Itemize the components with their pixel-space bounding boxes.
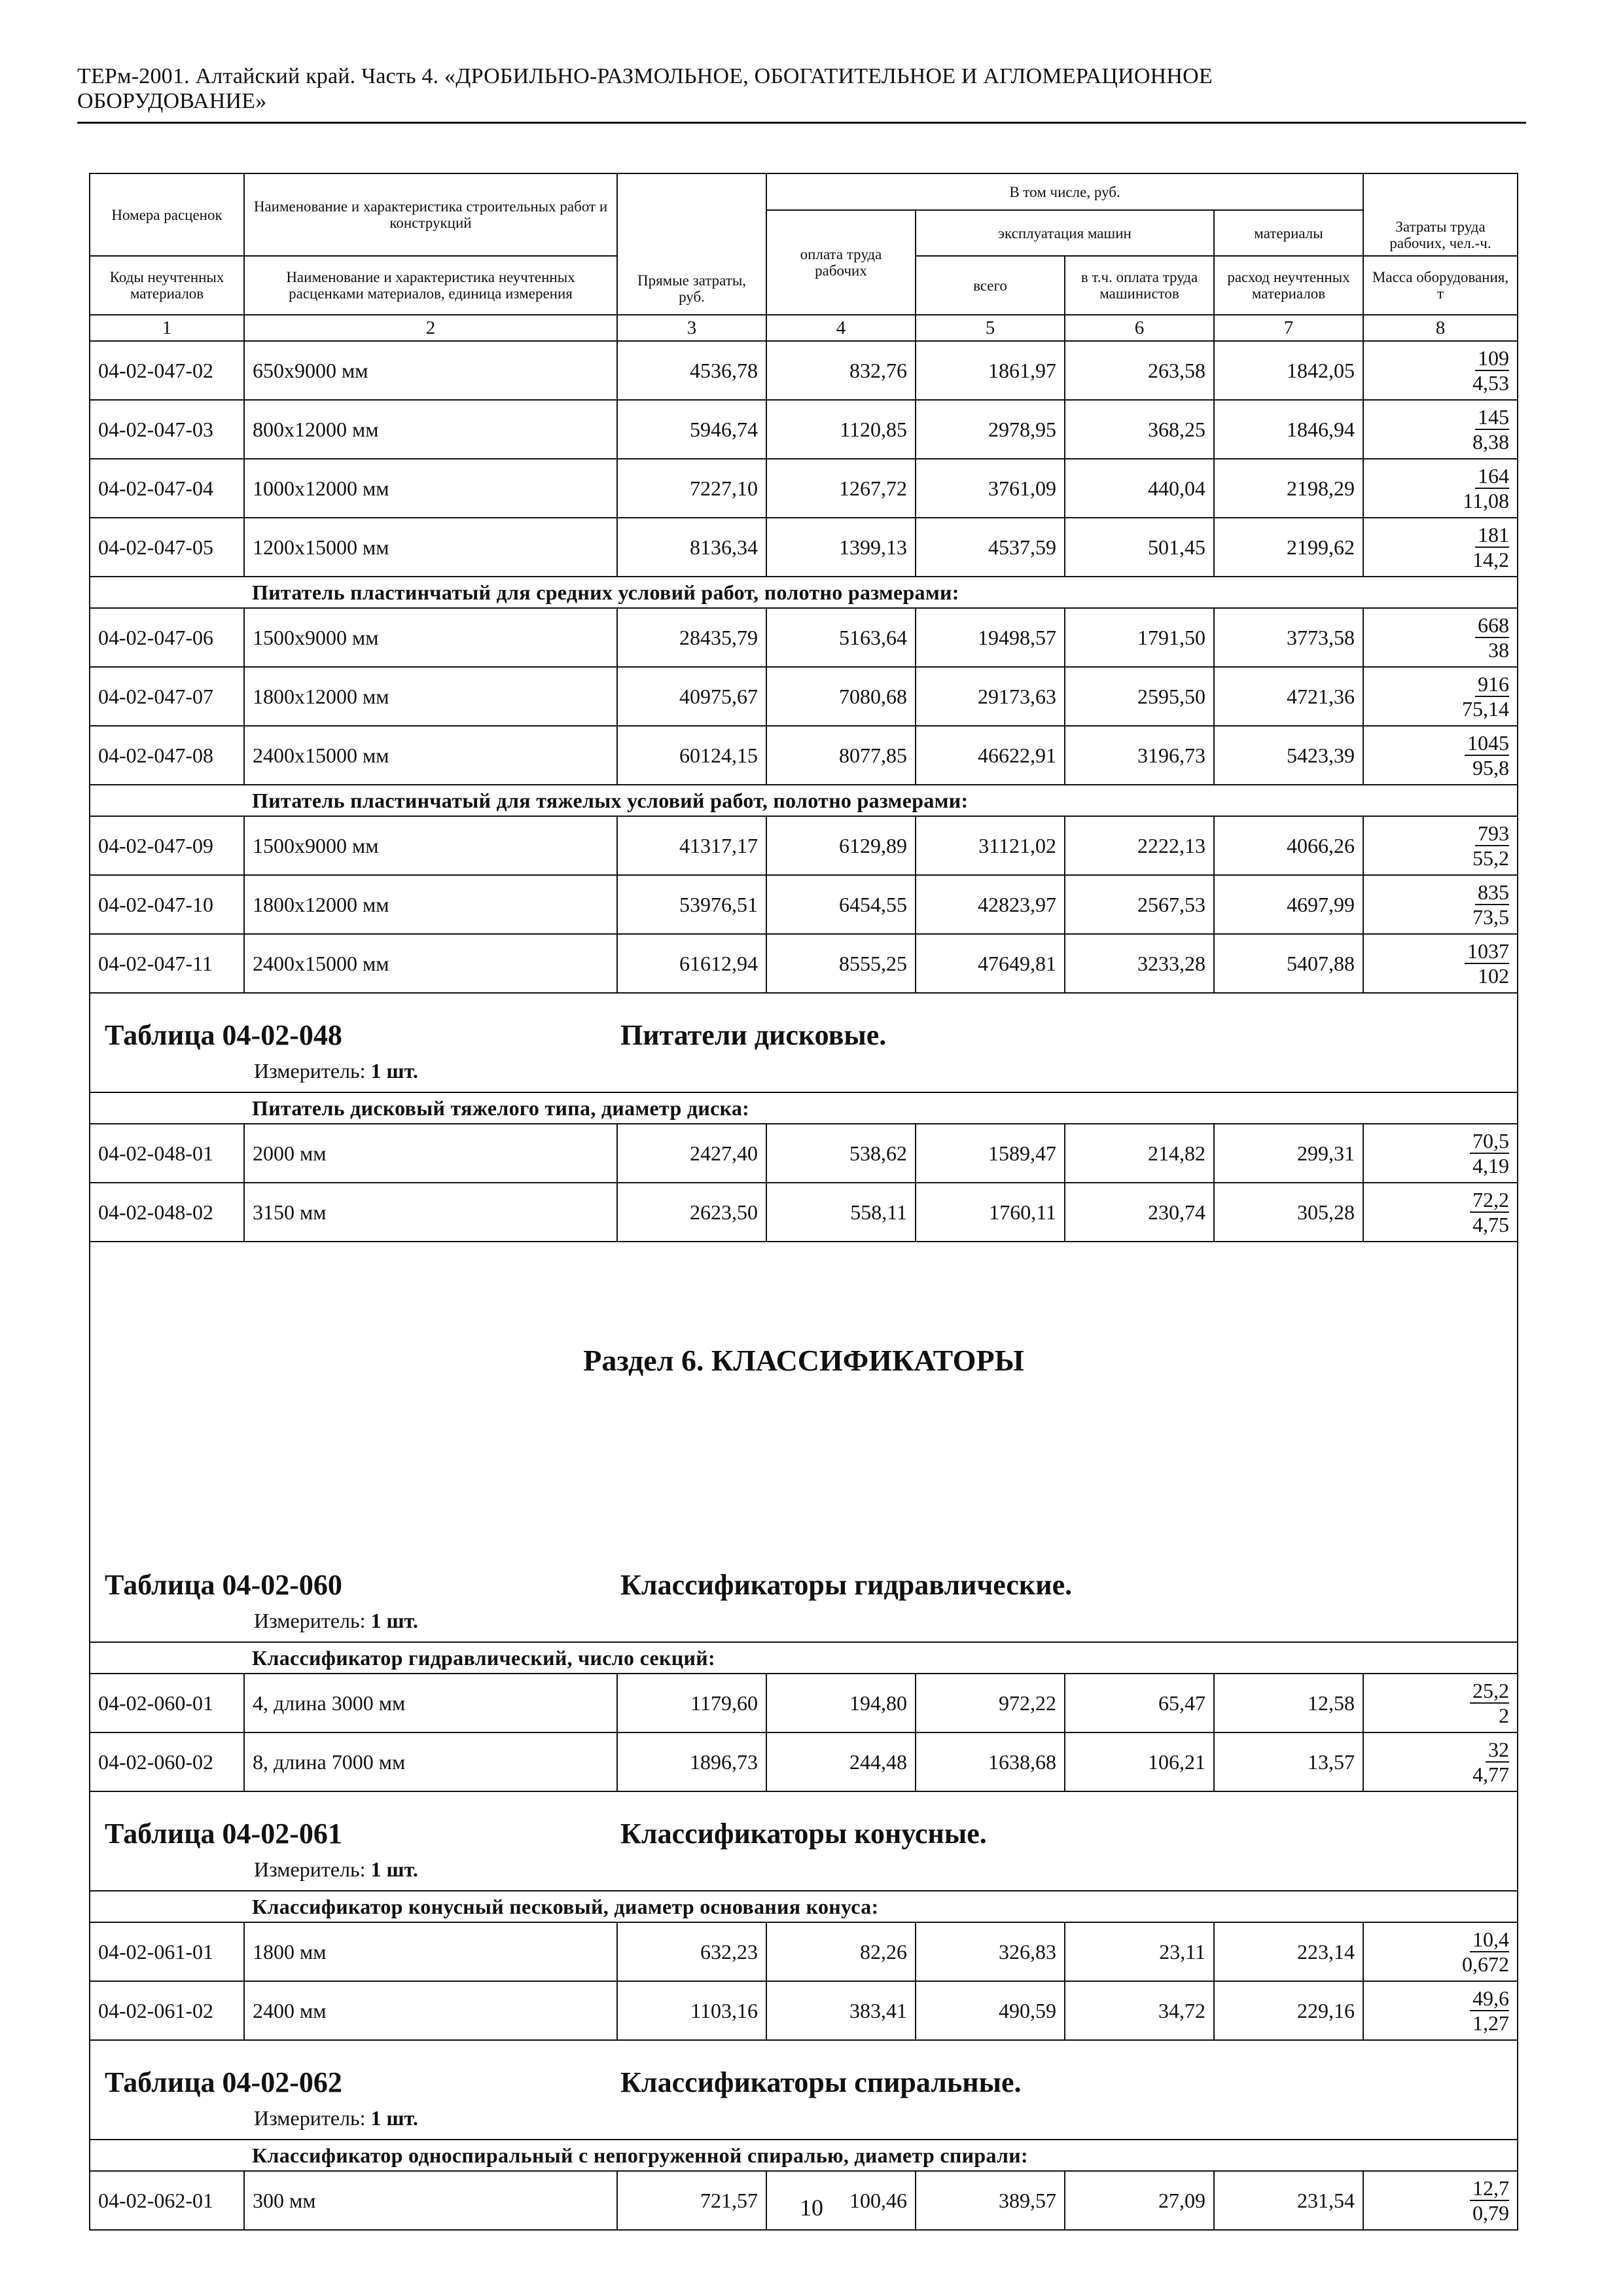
table-description: Классификаторы гидравлические. (620, 1569, 1073, 1601)
rate-code: 04-02-047-06 (90, 608, 244, 667)
value-machines: 389,57 (916, 2171, 1065, 2230)
rate-name: 1500х9000 мм (244, 608, 617, 667)
mass-value: 14,2 (1472, 548, 1510, 571)
table-row (90, 726, 1518, 785)
rate-code: 04-02-048-01 (90, 1124, 244, 1183)
mass-value: 2 (1499, 1704, 1510, 1727)
group-title: Питатель дисковый тяжелого типа, диаметр диска: (244, 1092, 1518, 1124)
column-number: 5 (916, 315, 1065, 341)
rate-name: 3150 мм (244, 1183, 617, 1242)
value-machine-wages: 3196,73 (1065, 726, 1214, 785)
value-materials: 231,54 (1214, 2171, 1363, 2230)
rate-code: 04-02-047-05 (90, 518, 244, 577)
table-heading-cell (90, 1543, 1518, 1642)
table-row (90, 518, 1518, 577)
price-table (89, 173, 1518, 2231)
value-materials: 223,14 (1214, 1922, 1363, 1981)
value-direct: 8136,34 (617, 518, 766, 577)
labor-value: 835 (1475, 880, 1509, 905)
value-wages: 383,41 (766, 1981, 916, 2040)
value-machines: 1638,68 (916, 1732, 1065, 1791)
rate-name: 2400 мм (244, 1981, 617, 2040)
labor-value: 109 (1475, 346, 1509, 371)
value-machine-wages: 1791,50 (1065, 608, 1214, 667)
table-row (90, 1183, 1518, 1242)
table-heading-cell (90, 1791, 1518, 1891)
labor-mass-fraction (1462, 1927, 1509, 1977)
value-machines: 1760,11 (916, 1183, 1065, 1242)
unit-line (254, 1059, 418, 1083)
table-row (90, 341, 1518, 400)
mass-value: 95,8 (1472, 756, 1510, 780)
table-body (90, 173, 1518, 2230)
value-materials: 12,58 (1214, 1674, 1363, 1732)
table-row (90, 400, 1518, 459)
labor-value: 164 (1475, 464, 1509, 489)
labor-mass-fraction (1472, 404, 1509, 454)
mass-value: 1,27 (1472, 2011, 1510, 2035)
table-row (90, 1732, 1518, 1791)
table-heading (90, 994, 1517, 1092)
unit-line (254, 1609, 418, 1633)
mass-value: 73,5 (1472, 905, 1510, 929)
value-wages: 538,62 (766, 1124, 916, 1183)
value-machines: 2978,95 (916, 400, 1065, 459)
header-line-2: ОБОРУДОВАНИЕ» (77, 89, 267, 113)
value-machine-wages: 501,45 (1065, 518, 1214, 577)
labor-mass-fraction (1472, 522, 1509, 572)
table-heading-cell (90, 993, 1518, 1092)
group-title: Питатель пластинчатый для средних условий работ, полотно размерами: (244, 577, 1518, 608)
group-row (90, 1891, 1518, 1922)
mass-value: 4,75 (1472, 1213, 1510, 1236)
header-machines-wages: в т.ч. оплата труда машинистов (1065, 256, 1214, 315)
column-number: 1 (90, 315, 244, 341)
labor-mass-fraction (1462, 672, 1509, 721)
table-row (90, 875, 1518, 934)
table-heading-row (90, 1543, 1518, 1642)
labor-mass-fraction (1470, 1986, 1509, 2036)
group-spacer (90, 1092, 244, 1124)
value-materials: 4066,26 (1214, 816, 1363, 875)
labor-mass-fraction (1472, 346, 1509, 395)
value-wages: 8077,85 (766, 726, 916, 785)
rate-code: 04-02-061-02 (90, 1981, 244, 2040)
header-materials-unaccounted: расход неучтенных материалов (1214, 256, 1363, 315)
value-wages: 1399,13 (766, 518, 916, 577)
value-machine-wages: 3233,28 (1065, 934, 1214, 993)
labor-mass-cell (1363, 459, 1518, 518)
rate-name: 1800х12000 мм (244, 667, 617, 726)
unit-label: Измеритель: (254, 1857, 366, 1881)
labor-value: 668 (1475, 613, 1509, 638)
table-heading (90, 2041, 1517, 2139)
value-machines: 42823,97 (916, 875, 1065, 934)
value-wages: 194,80 (766, 1674, 916, 1732)
labor-mass-cell (1363, 1124, 1518, 1183)
rate-code: 04-02-060-02 (90, 1732, 244, 1791)
value-wages: 7080,68 (766, 667, 916, 726)
value-materials: 1842,05 (1214, 341, 1363, 400)
value-machines: 29173,63 (916, 667, 1065, 726)
column-number: 3 (617, 315, 766, 341)
labor-value: 1045 (1465, 731, 1509, 756)
rate-name: 1500х9000 мм (244, 816, 617, 875)
rate-name: 1800х12000 мм (244, 875, 617, 934)
value-materials: 229,16 (1214, 1981, 1363, 2040)
labor-value: 72,2 (1470, 1188, 1509, 1213)
labor-mass-fraction (1475, 613, 1509, 662)
table-title: Таблица 04-02-061 (105, 1818, 342, 1850)
value-direct: 1179,60 (617, 1674, 766, 1732)
labor-mass-cell (1363, 341, 1518, 400)
value-machine-wages: 65,47 (1065, 1674, 1214, 1732)
value-materials: 5407,88 (1214, 934, 1363, 993)
value-direct: 60124,15 (617, 726, 766, 785)
labor-mass-fraction (1470, 1128, 1509, 1178)
labor-value: 10,4 (1470, 1928, 1509, 1952)
group-title: Питатель пластинчатый для тяжелых условий работ, полотно размерами: (244, 785, 1518, 816)
value-direct: 4536,78 (617, 341, 766, 400)
labor-mass-cell (1363, 608, 1518, 667)
document-header (77, 64, 1525, 114)
mass-value: 4,53 (1472, 371, 1510, 395)
value-machine-wages: 27,09 (1065, 2171, 1214, 2230)
value-materials: 4721,36 (1214, 667, 1363, 726)
value-wages: 6129,89 (766, 816, 916, 875)
value-wages: 832,76 (766, 341, 916, 400)
value-machine-wages: 2595,50 (1065, 667, 1214, 726)
rate-code: 04-02-048-02 (90, 1183, 244, 1242)
labor-mass-fraction (1472, 880, 1509, 929)
labor-value: 70,5 (1470, 1129, 1509, 1154)
header-machines-total: всего (916, 256, 1065, 315)
labor-mass-cell (1363, 726, 1518, 785)
value-machine-wages: 2222,13 (1065, 816, 1214, 875)
mass-value: 11,08 (1463, 489, 1510, 512)
value-machine-wages: 2567,53 (1065, 875, 1214, 934)
rate-name: 300 мм (244, 2171, 617, 2230)
column-number: 2 (244, 315, 617, 341)
table-title: Таблица 04-02-060 (105, 1569, 342, 1601)
table-row (90, 816, 1518, 875)
group-spacer (90, 1891, 244, 1922)
value-materials: 2198,29 (1214, 459, 1363, 518)
value-machine-wages: 106,21 (1065, 1732, 1214, 1791)
table-row (90, 608, 1518, 667)
table-description: Классификаторы конусные. (620, 1818, 987, 1850)
value-machine-wages: 34,72 (1065, 1981, 1214, 2040)
header-labor-bottom: Масса оборудования, т (1363, 256, 1518, 315)
table-description: Классификаторы спиральные. (620, 2066, 1022, 2098)
mass-value: 4,77 (1472, 1763, 1510, 1786)
group-title: Классификатор конусный песковый, диаметр основания конуса: (244, 1891, 1518, 1922)
header-name-bottom: Наименование и характеристика неучтенных расценками материалов, единица измерения (244, 256, 617, 315)
labor-mass-fraction (1463, 463, 1509, 513)
value-direct: 41317,17 (617, 816, 766, 875)
labor-mass-fraction (1465, 730, 1509, 780)
unit-value: 1 шт. (370, 1609, 418, 1632)
rate-code: 04-02-060-01 (90, 1674, 244, 1732)
value-direct: 1103,16 (617, 1981, 766, 2040)
labor-mass-fraction (1472, 821, 1509, 870)
value-machine-wages: 440,04 (1065, 459, 1214, 518)
table-title: Таблица 04-02-062 (105, 2066, 342, 2098)
rate-code: 04-02-047-03 (90, 400, 244, 459)
labor-mass-cell (1363, 875, 1518, 934)
value-direct: 632,23 (617, 1922, 766, 1981)
labor-value: 181 (1475, 523, 1509, 548)
labor-value: 12,7 (1470, 2176, 1509, 2201)
header-direct: Прямые затраты, руб. (617, 173, 766, 315)
labor-mass-fraction (1472, 1737, 1509, 1787)
table-heading (90, 1543, 1517, 1641)
labor-mass-cell (1363, 1922, 1518, 1981)
header-labor-top: Затраты труда рабочих, чел.-ч. (1363, 173, 1518, 256)
group-row (90, 577, 1518, 608)
labor-value: 32 (1486, 1738, 1509, 1763)
labor-mass-cell (1363, 934, 1518, 993)
value-materials: 13,57 (1214, 1732, 1363, 1791)
rate-code: 04-02-061-01 (90, 1922, 244, 1981)
rate-name: 2400х15000 мм (244, 726, 617, 785)
value-direct: 7227,10 (617, 459, 766, 518)
header-materials: материалы (1214, 210, 1363, 256)
group-row (90, 2140, 1518, 2171)
labor-mass-fraction (1470, 1187, 1509, 1237)
section-row (90, 1242, 1518, 1543)
labor-mass-cell (1363, 1732, 1518, 1791)
labor-mass-cell (1363, 816, 1518, 875)
labor-mass-cell (1363, 400, 1518, 459)
value-machines: 19498,57 (916, 608, 1065, 667)
rate-name: 8, длина 7000 мм (244, 1732, 617, 1791)
group-row (90, 1092, 1518, 1124)
labor-mass-cell (1363, 1674, 1518, 1732)
mass-value: 0,672 (1462, 1952, 1510, 1976)
labor-mass-fraction (1465, 939, 1509, 988)
rate-name: 4, длина 3000 мм (244, 1674, 617, 1732)
rate-code: 04-02-047-10 (90, 875, 244, 934)
value-materials: 5423,39 (1214, 726, 1363, 785)
labor-mass-cell (1363, 518, 1518, 577)
rate-name: 2400х15000 мм (244, 934, 617, 993)
rate-name: 800х12000 мм (244, 400, 617, 459)
labor-mass-fraction (1470, 1678, 1509, 1728)
group-spacer (90, 785, 244, 816)
header-codes-bottom: Коды неучтенных материалов (90, 256, 244, 315)
header-including: В том числе, руб. (766, 173, 1363, 210)
rate-code: 04-02-047-02 (90, 341, 244, 400)
value-materials: 3773,58 (1214, 608, 1363, 667)
header-line-1: ТЕРм-2001. Алтайский край. Часть 4. «ДРОБИЛЬНО-РАЗМОЛЬНОЕ, ОБОГАТИТЕЛЬНОЕ И АГЛОМЕРАЦИОННОЕ (77, 64, 1213, 88)
labor-mass-cell (1363, 1981, 1518, 2040)
section-cell (90, 1242, 1518, 1543)
header-codes-top: Номера расценок (90, 173, 244, 256)
table-title: Таблица 04-02-048 (105, 1019, 342, 1051)
value-wages: 244,48 (766, 1732, 916, 1791)
value-machines: 47649,81 (916, 934, 1065, 993)
table-row (90, 1922, 1518, 1981)
group-spacer (90, 2140, 244, 2171)
column-number: 4 (766, 315, 916, 341)
header-rule (77, 122, 1526, 124)
value-machine-wages: 368,25 (1065, 400, 1214, 459)
group-spacer (90, 1642, 244, 1674)
labor-mass-cell (1363, 1183, 1518, 1242)
value-wages: 8555,25 (766, 934, 916, 993)
mass-value: 4,19 (1472, 1154, 1510, 1177)
value-wages: 1267,72 (766, 459, 916, 518)
unit-value: 1 шт. (370, 2106, 418, 2130)
unit-line (254, 2106, 418, 2130)
labor-value: 25,2 (1470, 1679, 1509, 1704)
value-machines: 972,22 (916, 1674, 1065, 1732)
value-direct: 53976,51 (617, 875, 766, 934)
column-number: 7 (1214, 315, 1363, 341)
unit-label: Измеритель: (254, 2106, 366, 2130)
mass-value: 38 (1488, 638, 1510, 662)
table-heading-cell (90, 2040, 1518, 2140)
table-heading (90, 1792, 1517, 1890)
value-machine-wages: 230,74 (1065, 1183, 1214, 1242)
value-direct: 40975,67 (617, 667, 766, 726)
table-heading-row (90, 993, 1518, 1092)
unit-label: Измеритель: (254, 1059, 366, 1083)
value-direct: 721,57 (617, 2171, 766, 2230)
group-spacer (90, 577, 244, 608)
value-machines: 31121,02 (916, 816, 1065, 875)
header-wages: оплата труда рабочих (766, 210, 916, 315)
mass-value: 75,14 (1462, 697, 1510, 721)
rate-code: 04-02-047-04 (90, 459, 244, 518)
value-materials: 1846,94 (1214, 400, 1363, 459)
table-row (90, 1124, 1518, 1183)
group-title: Классификатор гидравлический, число секций: (244, 1642, 1518, 1674)
rate-name: 2000 мм (244, 1124, 617, 1183)
value-direct: 1896,73 (617, 1732, 766, 1791)
column-number-row (90, 315, 1518, 341)
unit-line (254, 1857, 418, 1882)
rate-code: 04-02-047-09 (90, 816, 244, 875)
mass-value: 8,38 (1472, 430, 1510, 454)
value-materials: 4697,99 (1214, 875, 1363, 934)
value-machines: 490,59 (916, 1981, 1065, 2040)
rate-name: 1800 мм (244, 1922, 617, 1981)
column-number: 8 (1363, 315, 1518, 341)
value-wages: 100,46 (766, 2171, 916, 2230)
value-machine-wages: 263,58 (1065, 341, 1214, 400)
value-machines: 326,83 (916, 1922, 1065, 1981)
value-direct: 2623,50 (617, 1183, 766, 1242)
labor-mass-cell (1363, 667, 1518, 726)
rate-code: 04-02-062-01 (90, 2171, 244, 2230)
table-heading-row (90, 2040, 1518, 2140)
section-title: Раздел 6. КЛАССИФИКАТОРЫ (583, 1343, 1024, 1377)
table-row (90, 1981, 1518, 2040)
column-number: 6 (1065, 315, 1214, 341)
table-row (90, 667, 1518, 726)
mass-value: 102 (1478, 964, 1510, 988)
value-direct: 2427,40 (617, 1124, 766, 1183)
group-row (90, 785, 1518, 816)
header-machines: эксплуатация машин (916, 210, 1214, 256)
labor-value: 49,6 (1470, 1986, 1509, 2011)
value-direct: 5946,74 (617, 400, 766, 459)
value-machines: 4537,59 (916, 518, 1065, 577)
table-description: Питатели дисковые. (620, 1019, 887, 1051)
table-heading-row (90, 1791, 1518, 1891)
rate-code: 04-02-047-07 (90, 667, 244, 726)
labor-value: 793 (1475, 821, 1509, 846)
rate-code: 04-02-047-08 (90, 726, 244, 785)
labor-value: 916 (1475, 672, 1509, 697)
value-machine-wages: 214,82 (1065, 1124, 1214, 1183)
mass-value: 0,79 (1472, 2201, 1510, 2225)
value-machines: 46622,91 (916, 726, 1065, 785)
rate-name: 650х9000 мм (244, 341, 617, 400)
value-machines: 1589,47 (916, 1124, 1065, 1183)
value-direct: 28435,79 (617, 608, 766, 667)
rate-name: 1200х15000 мм (244, 518, 617, 577)
value-machines: 3761,09 (916, 459, 1065, 518)
group-title: Классификатор односпиральный с непогруженной спиралью, диаметр спирали: (244, 2140, 1518, 2171)
unit-label: Измеритель: (254, 1609, 366, 1632)
value-machines: 1861,97 (916, 341, 1065, 400)
unit-value: 1 шт. (370, 1857, 418, 1881)
group-row (90, 1642, 1518, 1674)
rate-code: 04-02-047-11 (90, 934, 244, 993)
rate-name: 1000х12000 мм (244, 459, 617, 518)
value-materials: 305,28 (1214, 1183, 1363, 1242)
mass-value: 55,2 (1472, 846, 1510, 870)
labor-value: 1037 (1465, 939, 1509, 964)
table-row (90, 1674, 1518, 1732)
header-name-top: Наименование и характеристика строительных работ и конструкций (244, 173, 617, 256)
table-row (90, 934, 1518, 993)
labor-value: 145 (1475, 405, 1509, 430)
value-wages: 558,11 (766, 1183, 916, 1242)
value-wages: 6454,55 (766, 875, 916, 934)
table-row (90, 459, 1518, 518)
value-wages: 82,26 (766, 1922, 916, 1981)
value-materials: 2199,62 (1214, 518, 1363, 577)
page-number: 10 (800, 2195, 823, 2221)
value-wages: 1120,85 (766, 400, 916, 459)
value-materials: 299,31 (1214, 1124, 1363, 1183)
value-machine-wages: 23,11 (1065, 1922, 1214, 1981)
value-direct: 61612,94 (617, 934, 766, 993)
value-wages: 5163,64 (766, 608, 916, 667)
unit-value: 1 шт. (370, 1059, 418, 1083)
